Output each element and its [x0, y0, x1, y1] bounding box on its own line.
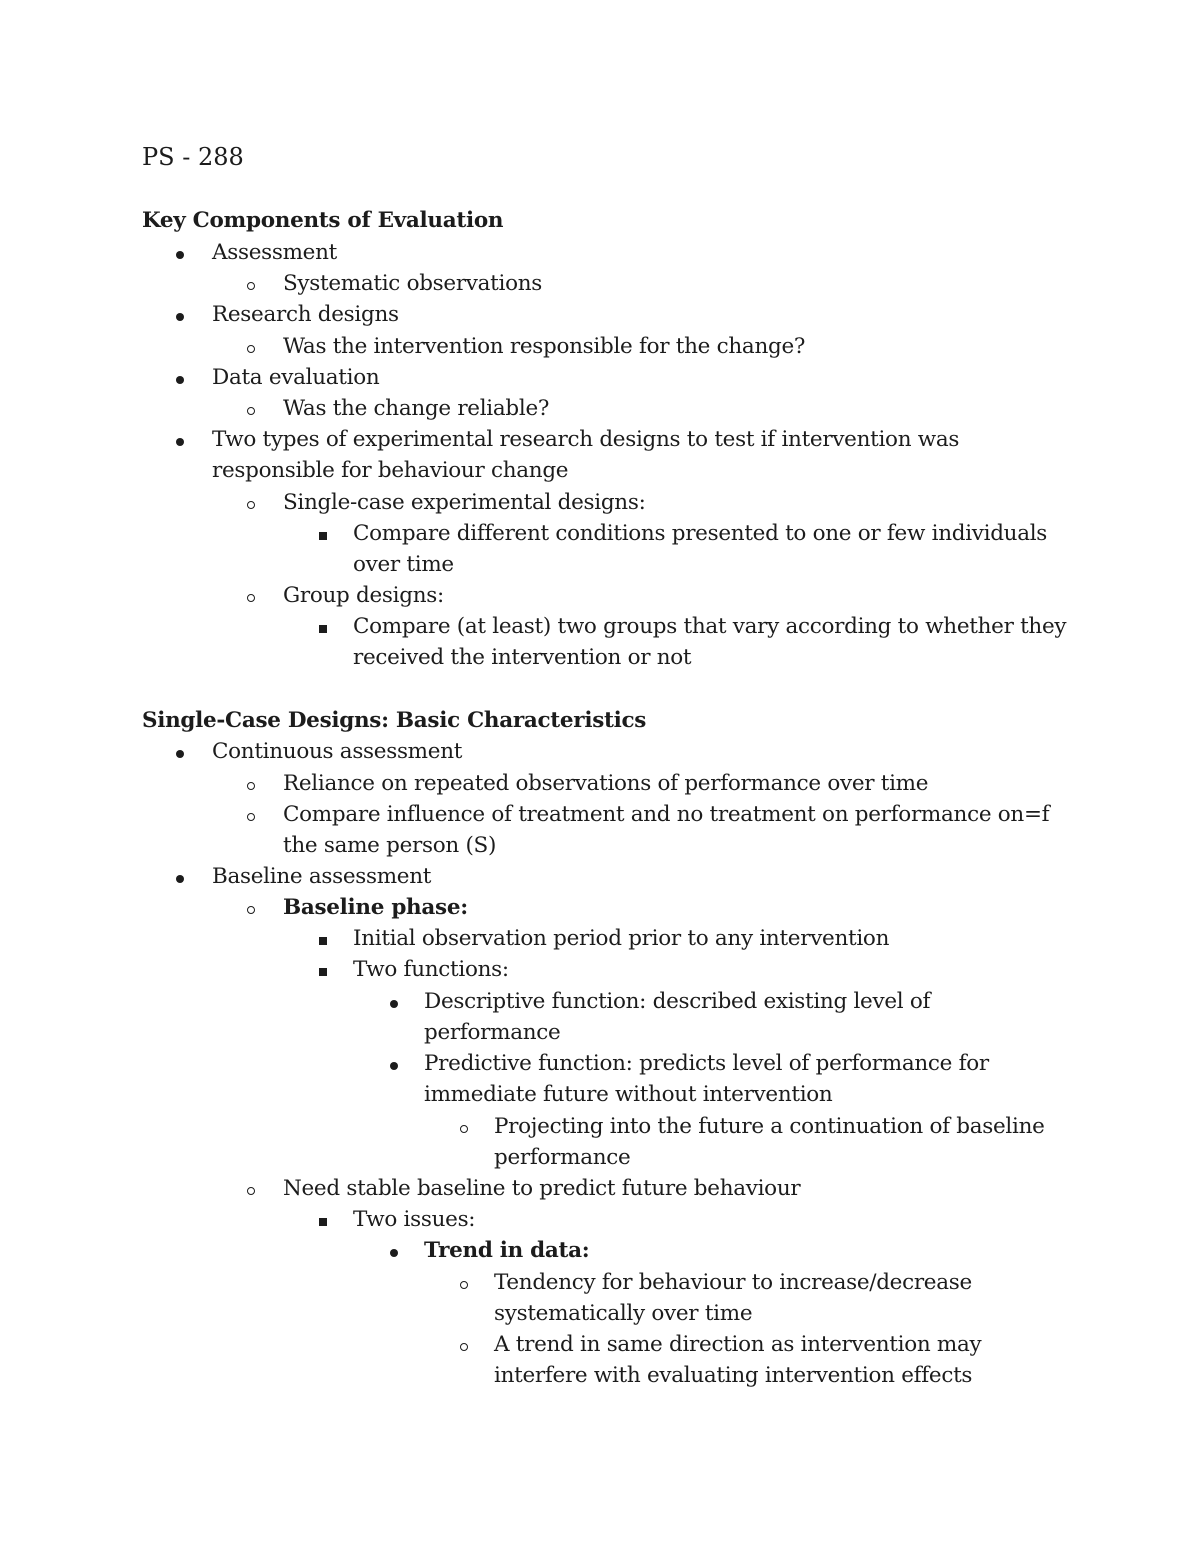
- bullet-square-icon: [319, 968, 327, 976]
- section-heading-single-case: Single-Case Designs: Basic Characteristics: [142, 708, 647, 733]
- list-item: Baseline assessment: [212, 864, 432, 889]
- list-item: Two types of experimental research designs to test if intervention was: [212, 427, 960, 452]
- list-item: Data evaluation: [212, 365, 380, 390]
- bullet-disc-icon: [390, 1000, 398, 1008]
- list-item: Tendency for behaviour to increase/decrease: [494, 1270, 972, 1295]
- list-item: Group designs:: [283, 583, 444, 608]
- list-item: Compare different conditions presented to one or few individuals: [353, 521, 1048, 546]
- list-item-continuation: responsible for behaviour change: [212, 458, 569, 483]
- list-item: Two issues:: [353, 1207, 476, 1232]
- list-item: Continuous assessment: [212, 739, 463, 764]
- bullet-circle-icon: [247, 813, 255, 821]
- list-item: Was the intervention responsible for the change?: [283, 334, 806, 359]
- list-item-continuation: performance: [494, 1145, 631, 1170]
- bullet-circle-icon: [460, 1343, 468, 1351]
- list-item: Descriptive function: described existing level of: [424, 989, 931, 1014]
- list-item: Initial observation period prior to any intervention: [353, 926, 890, 951]
- bullet-circle-icon: [247, 282, 255, 290]
- bullet-circle-icon: [247, 345, 255, 353]
- list-item: Predictive function: predicts level of performance for: [424, 1051, 989, 1076]
- bullet-circle-icon: [247, 501, 255, 509]
- list-item-continuation: systematically over time: [494, 1301, 753, 1326]
- bullet-disc-icon: [176, 376, 184, 384]
- bullet-circle-icon: [460, 1281, 468, 1289]
- list-item: Two functions:: [353, 957, 509, 982]
- bullet-disc-icon: [176, 251, 184, 259]
- list-item: Projecting into the future a continuation of baseline: [494, 1114, 1045, 1139]
- bullet-circle-icon: [247, 782, 255, 790]
- list-item: Single-case experimental designs:: [283, 490, 646, 515]
- list-item: Research designs: [212, 302, 399, 327]
- list-item: Systematic observations: [283, 271, 543, 296]
- bullet-circle-icon: [247, 1187, 255, 1195]
- list-item-continuation: the same person (S): [283, 833, 497, 858]
- bullet-disc-icon: [176, 750, 184, 758]
- list-item: Trend in data:: [424, 1238, 590, 1263]
- bullet-square-icon: [319, 625, 327, 633]
- course-title: PS - 288: [142, 143, 244, 171]
- list-item: Reliance on repeated observations of performance over time: [283, 771, 929, 796]
- list-item: Need stable baseline to predict future behaviour: [283, 1176, 801, 1201]
- bullet-disc-icon: [390, 1249, 398, 1257]
- section-heading-key-components: Key Components of Evaluation: [142, 208, 504, 233]
- list-item-continuation: interfere with evaluating intervention effects: [494, 1363, 973, 1388]
- bullet-disc-icon: [390, 1062, 398, 1070]
- bullet-disc-icon: [176, 875, 184, 883]
- bullet-square-icon: [319, 532, 327, 540]
- list-item-continuation: immediate future without intervention: [424, 1082, 833, 1107]
- list-item: A trend in same direction as intervention may: [494, 1332, 982, 1357]
- list-item: Assessment: [212, 240, 337, 265]
- list-item-continuation: over time: [353, 552, 454, 577]
- bullet-circle-icon: [247, 594, 255, 602]
- list-item-continuation: performance: [424, 1020, 561, 1045]
- bullet-square-icon: [319, 1218, 327, 1226]
- bullet-circle-icon: [247, 407, 255, 415]
- list-item: Compare influence of treatment and no treatment on performance on=f: [283, 802, 1050, 827]
- bullet-disc-icon: [176, 313, 184, 321]
- list-item: Was the change reliable?: [283, 396, 550, 421]
- bullet-circle-icon: [460, 1125, 468, 1133]
- list-item-continuation: received the intervention or not: [353, 645, 692, 670]
- bullet-circle-icon: [247, 906, 255, 914]
- list-item: Baseline phase:: [283, 895, 468, 920]
- list-item: Compare (at least) two groups that vary according to whether they: [353, 614, 1067, 639]
- bullet-disc-icon: [176, 438, 184, 446]
- bullet-square-icon: [319, 937, 327, 945]
